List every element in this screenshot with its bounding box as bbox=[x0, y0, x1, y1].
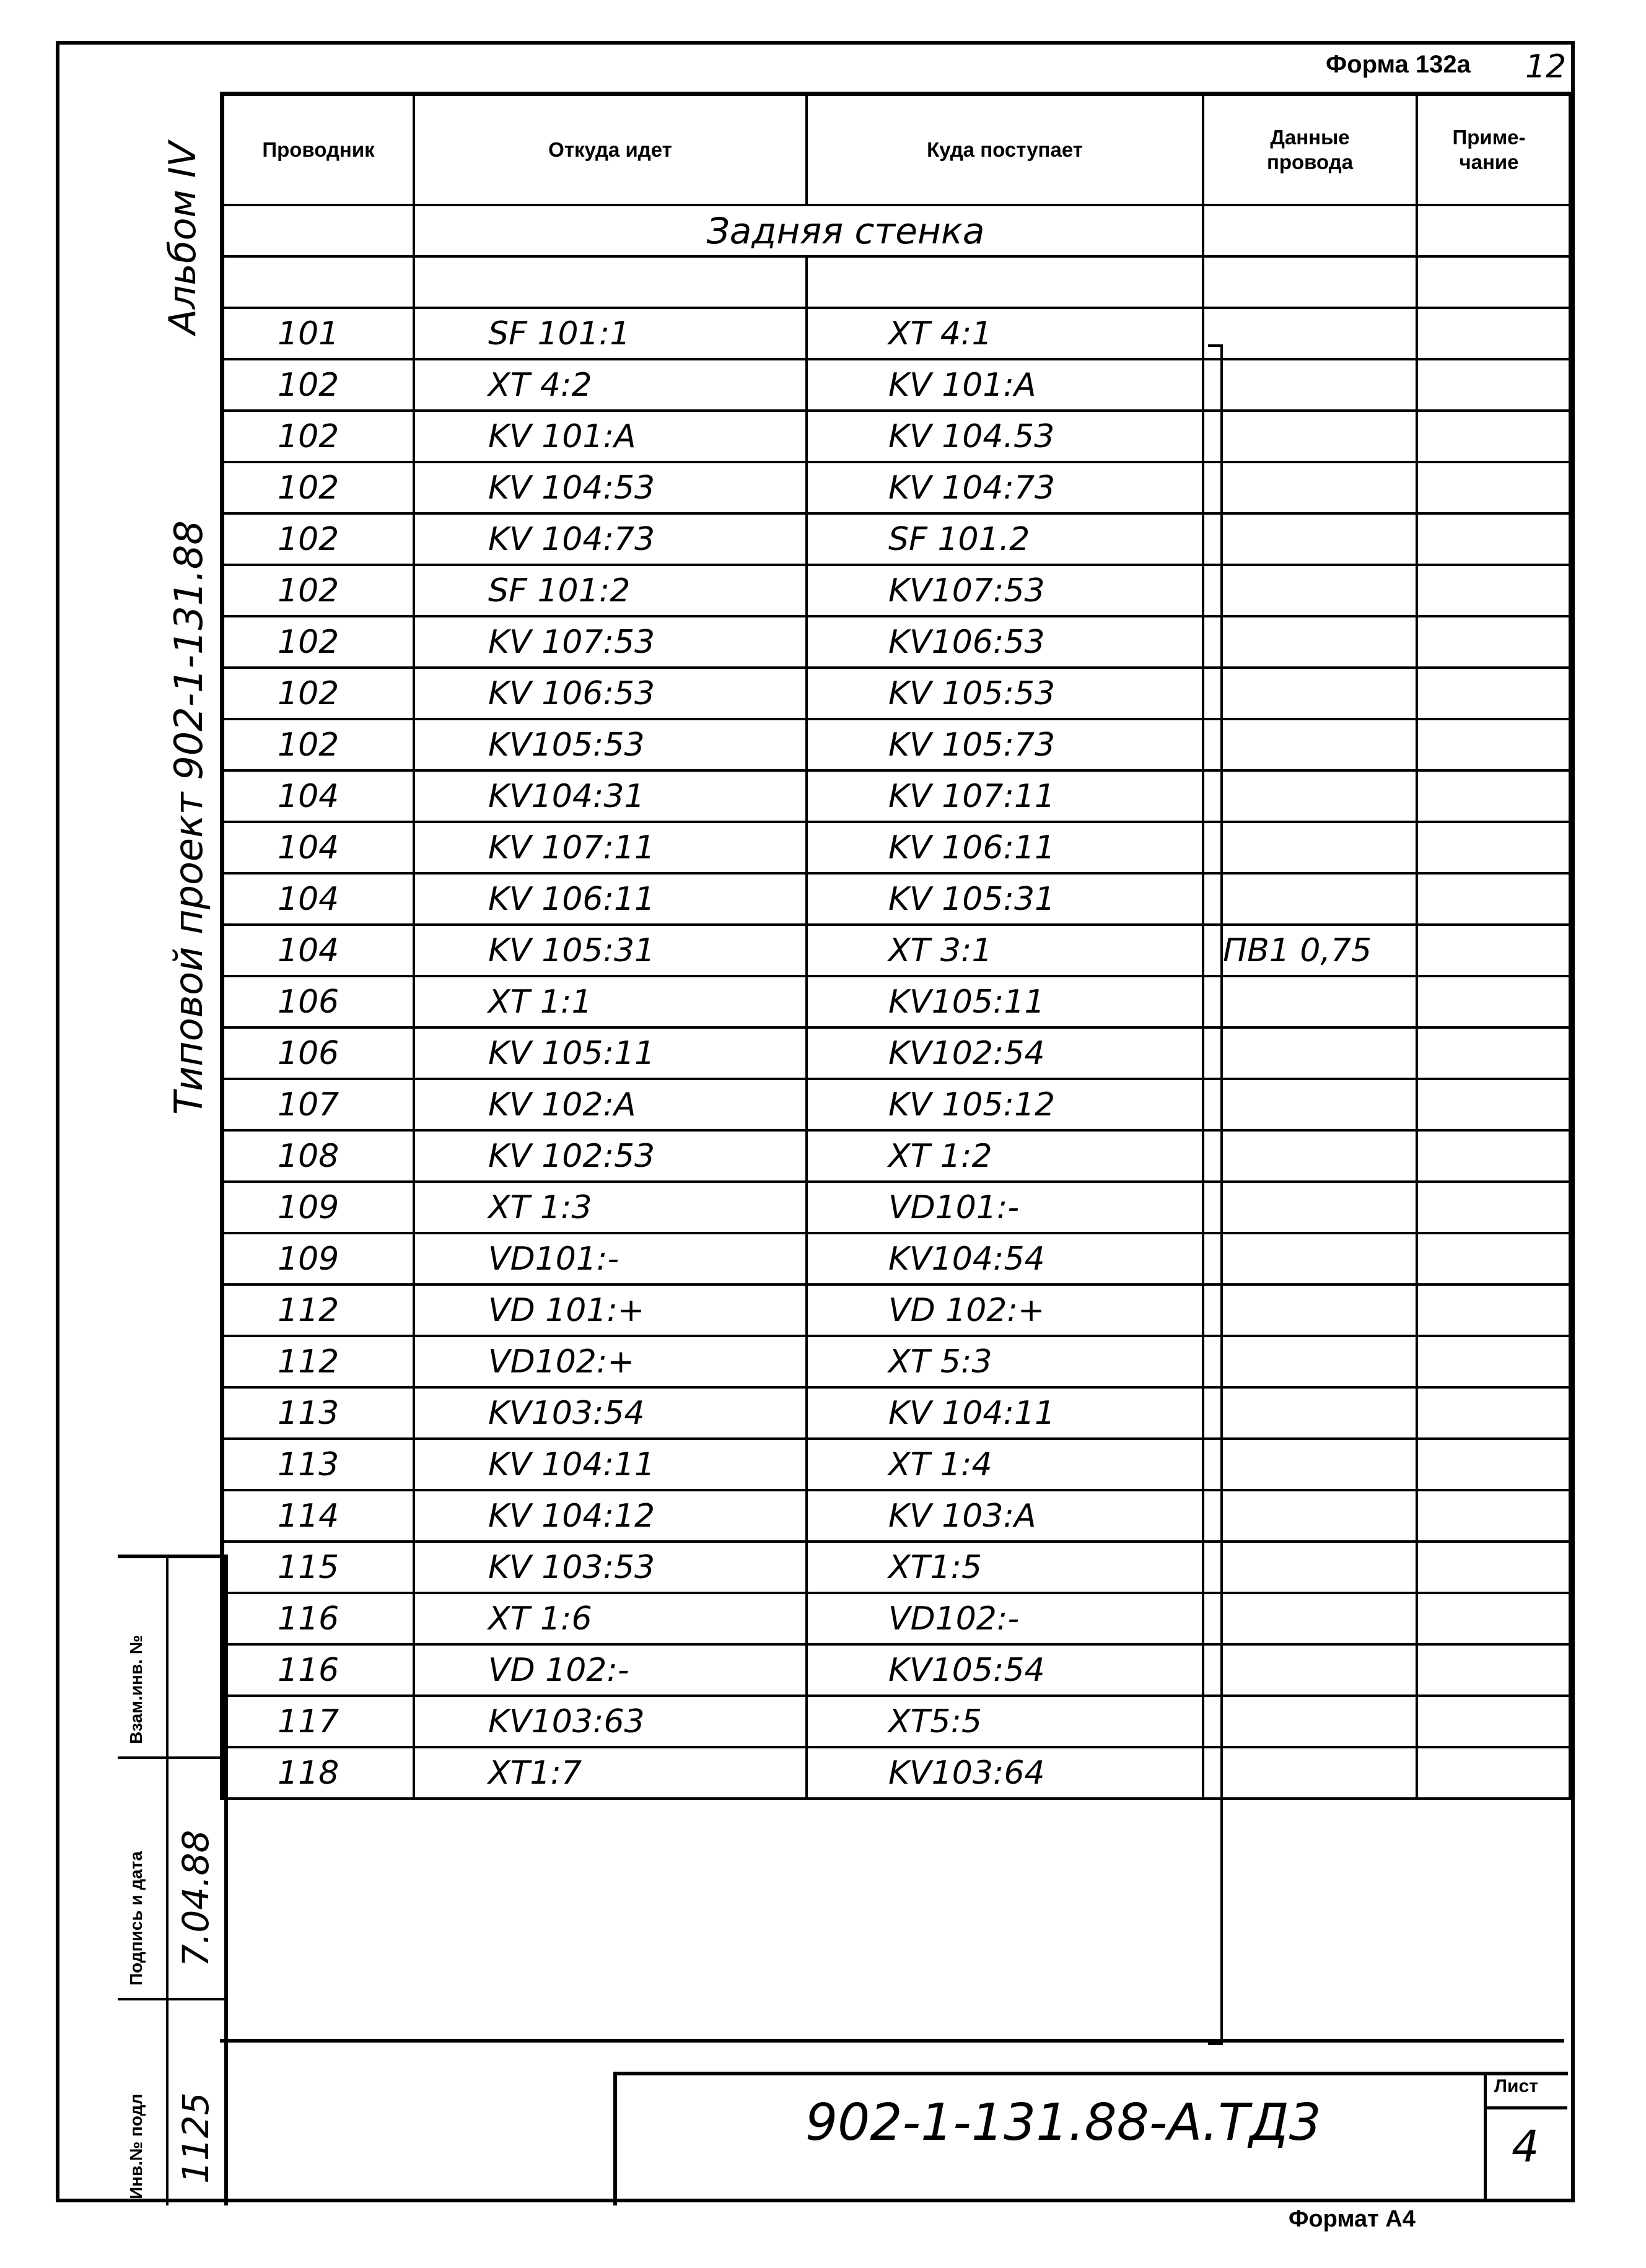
to-cell: SF 101.2 bbox=[808, 515, 1204, 564]
table-row bbox=[224, 1491, 1569, 1543]
form-label: Форма 132а bbox=[1326, 51, 1471, 78]
wire-data-cell bbox=[1204, 720, 1418, 769]
wire-cell: 102 bbox=[224, 360, 415, 409]
from-cell: VD101:- bbox=[415, 1234, 808, 1283]
wire-cell: 101 bbox=[224, 309, 415, 358]
signature-date: 7.04.88 bbox=[175, 1830, 217, 1967]
from-cell: KV 104:53 bbox=[415, 463, 808, 512]
to-cell: KV102:54 bbox=[808, 1029, 1204, 1078]
from-cell: XT 1:6 bbox=[415, 1594, 808, 1643]
empty-cell bbox=[415, 258, 808, 307]
table-row bbox=[224, 669, 1569, 720]
wire-data-cell bbox=[1204, 309, 1418, 358]
wire-cell: 106 bbox=[224, 977, 415, 1026]
table-row bbox=[224, 1080, 1569, 1132]
to-cell: KV 104:73 bbox=[808, 463, 1204, 512]
from-cell: KV 106:11 bbox=[415, 874, 808, 923]
to-cell: XT 3:1 bbox=[808, 926, 1204, 975]
album-label: Альбом IV bbox=[161, 141, 204, 334]
note-cell bbox=[1418, 926, 1560, 975]
wire-data-cell bbox=[1204, 1389, 1418, 1437]
to-cell: KV 105:12 bbox=[808, 1080, 1204, 1129]
section-row bbox=[224, 206, 1569, 258]
table-row bbox=[224, 1440, 1569, 1491]
wire-data-cell bbox=[1204, 1646, 1418, 1694]
table-row bbox=[224, 1286, 1569, 1337]
stamp-divider bbox=[166, 1558, 169, 2205]
table-row bbox=[224, 1337, 1569, 1389]
format-label: Формат А4 bbox=[1289, 2206, 1416, 2232]
wire-data-cell bbox=[1204, 1080, 1418, 1129]
note-cell bbox=[1418, 309, 1560, 358]
wire-cell: 113 bbox=[224, 1389, 415, 1437]
table-row bbox=[224, 1029, 1569, 1080]
to-cell: VD101:- bbox=[808, 1183, 1204, 1232]
from-cell: KV 104:12 bbox=[415, 1491, 808, 1540]
wire-cell: 109 bbox=[224, 1183, 415, 1232]
note-cell bbox=[1418, 1543, 1560, 1592]
from-cell: KV 105:11 bbox=[415, 1029, 808, 1078]
to-cell: KV106:53 bbox=[808, 617, 1204, 666]
to-cell: KV 103:A bbox=[808, 1491, 1204, 1540]
header-to: Куда поступает bbox=[808, 96, 1204, 204]
from-cell: KV 104:11 bbox=[415, 1440, 808, 1489]
to-cell: KV 104:11 bbox=[808, 1389, 1204, 1437]
stamp-label-signature: Подпись и дата bbox=[126, 1851, 146, 1986]
wire-data-cell bbox=[1204, 1286, 1418, 1335]
wire-data-cell bbox=[1204, 617, 1418, 666]
note-cell bbox=[1418, 1594, 1560, 1643]
wire-data-cell bbox=[1204, 772, 1418, 821]
from-cell: KV 106:53 bbox=[415, 669, 808, 718]
stamp-divider bbox=[118, 1998, 224, 2000]
wire-data-cell bbox=[1204, 1183, 1418, 1232]
empty-cell bbox=[224, 258, 415, 307]
wire-data-cell bbox=[1204, 1697, 1418, 1746]
inventory-number: 1125 bbox=[175, 2092, 217, 2184]
wire-data-cell bbox=[1204, 1594, 1418, 1643]
wire-cell: 102 bbox=[224, 720, 415, 769]
table-row bbox=[224, 463, 1569, 515]
to-cell: VD102:- bbox=[808, 1594, 1204, 1643]
to-cell: KV104:54 bbox=[808, 1234, 1204, 1283]
wire-data-cell: ПВ1 0,75 bbox=[1204, 926, 1418, 975]
to-cell: KV 106:11 bbox=[808, 823, 1204, 872]
from-cell: XT 1:1 bbox=[415, 977, 808, 1026]
wire-data-cell bbox=[1204, 1337, 1418, 1386]
wire-cell: 115 bbox=[224, 1543, 415, 1592]
table-row bbox=[224, 874, 1569, 926]
to-cell: KV 105:73 bbox=[808, 720, 1204, 769]
wire-cell: 113 bbox=[224, 1440, 415, 1489]
wire-cell: 109 bbox=[224, 1234, 415, 1283]
from-cell: XT 4:2 bbox=[415, 360, 808, 409]
note-cell bbox=[1418, 1029, 1560, 1078]
project-label: Типовой проект 902-1-131.88 bbox=[166, 520, 211, 1115]
section-wire-cell bbox=[224, 206, 415, 255]
empty-cell bbox=[808, 258, 1204, 307]
from-cell: KV105:53 bbox=[415, 720, 808, 769]
to-cell: XT 1:2 bbox=[808, 1132, 1204, 1180]
wire-data-cell bbox=[1204, 515, 1418, 564]
table-row bbox=[224, 1234, 1569, 1286]
note-cell bbox=[1418, 1286, 1560, 1335]
wire-cell: 102 bbox=[224, 617, 415, 666]
from-cell: KV 101:A bbox=[415, 412, 808, 461]
header-note: Приме- чание bbox=[1452, 126, 1526, 173]
to-cell: XT 1:4 bbox=[808, 1440, 1204, 1489]
note-cell bbox=[1418, 1440, 1560, 1489]
wire-cell: 104 bbox=[224, 874, 415, 923]
from-cell: KV 103:53 bbox=[415, 1543, 808, 1592]
wire-data-cell bbox=[1204, 874, 1418, 923]
to-cell: KV 107:11 bbox=[808, 772, 1204, 821]
to-cell: XT1:5 bbox=[808, 1543, 1204, 1592]
note-cell bbox=[1418, 566, 1560, 615]
to-cell: VD 102:+ bbox=[808, 1286, 1204, 1335]
wire-cell: 112 bbox=[224, 1337, 415, 1386]
to-cell: KV 105:53 bbox=[808, 669, 1204, 718]
section-data-cell bbox=[1204, 206, 1418, 255]
wire-cell: 104 bbox=[224, 772, 415, 821]
empty-cell bbox=[1204, 258, 1418, 307]
table-row bbox=[224, 1594, 1569, 1646]
from-cell: KV 104:73 bbox=[415, 515, 808, 564]
table-row bbox=[224, 772, 1569, 823]
wire-cell: 107 bbox=[224, 1080, 415, 1129]
from-cell: KV104:31 bbox=[415, 772, 808, 821]
from-cell: XT1:7 bbox=[415, 1748, 808, 1797]
table-row bbox=[224, 1132, 1569, 1183]
table-row bbox=[224, 1543, 1569, 1594]
wire-cell: 102 bbox=[224, 515, 415, 564]
note-cell bbox=[1418, 772, 1560, 821]
wire-cell: 104 bbox=[224, 926, 415, 975]
note-cell bbox=[1418, 1132, 1560, 1180]
note-cell bbox=[1418, 463, 1560, 512]
approval-stamp bbox=[118, 1555, 228, 2205]
wire-table bbox=[220, 92, 1573, 1800]
note-cell bbox=[1418, 1646, 1560, 1694]
wire-data-cell bbox=[1204, 1543, 1418, 1592]
wire-cell: 116 bbox=[224, 1646, 415, 1694]
wire-cell: 102 bbox=[224, 463, 415, 512]
stamp-label-inventory: Инв.№ подл bbox=[126, 2093, 146, 2199]
wire-data-cell bbox=[1204, 1491, 1418, 1540]
table-row bbox=[224, 309, 1569, 360]
to-cell: XT5:5 bbox=[808, 1697, 1204, 1746]
from-cell: KV103:54 bbox=[415, 1389, 808, 1437]
wire-cell: 106 bbox=[224, 1029, 415, 1078]
sheet-number: 4 bbox=[1512, 2121, 1539, 2172]
wire-data-cell bbox=[1204, 1234, 1418, 1283]
table-row bbox=[224, 412, 1569, 463]
wire-cell: 116 bbox=[224, 1594, 415, 1643]
page-corner-number: 12 bbox=[1525, 48, 1567, 85]
wire-cell: 114 bbox=[224, 1491, 415, 1540]
wire-cell: 104 bbox=[224, 823, 415, 872]
from-cell: VD 102:- bbox=[415, 1646, 808, 1694]
from-cell: KV 105:31 bbox=[415, 926, 808, 975]
table-row bbox=[224, 515, 1569, 566]
note-cell bbox=[1418, 720, 1560, 769]
to-cell: KV 101:A bbox=[808, 360, 1204, 409]
note-cell bbox=[1418, 1234, 1560, 1283]
table-row bbox=[224, 1697, 1569, 1748]
from-cell: VD 101:+ bbox=[415, 1286, 808, 1335]
note-cell bbox=[1418, 874, 1560, 923]
note-cell bbox=[1418, 1080, 1560, 1129]
table-row bbox=[224, 360, 1569, 412]
wire-data-cell bbox=[1204, 412, 1418, 461]
header-wire-data: Данные провода bbox=[1204, 96, 1418, 204]
table-row bbox=[224, 977, 1569, 1029]
wire-cell: 117 bbox=[224, 1697, 415, 1746]
stamp-label-replacement: Взам.инв. № bbox=[126, 1635, 146, 1744]
wire-cell: 102 bbox=[224, 669, 415, 718]
wire-data-cell bbox=[1204, 463, 1418, 512]
wire-data-cell bbox=[1204, 1029, 1418, 1078]
wire-data-cell bbox=[1204, 977, 1418, 1026]
to-cell: XT 5:3 bbox=[808, 1337, 1204, 1386]
header-from: Откуда идет bbox=[415, 96, 808, 204]
note-cell bbox=[1418, 1491, 1560, 1540]
from-cell: KV 107:11 bbox=[415, 823, 808, 872]
wire-cell: 102 bbox=[224, 412, 415, 461]
empty-row bbox=[224, 258, 1569, 309]
table-row bbox=[224, 926, 1569, 977]
table-row bbox=[224, 566, 1569, 617]
table-row bbox=[224, 823, 1569, 874]
wire-cell: 102 bbox=[224, 566, 415, 615]
table-row bbox=[224, 720, 1569, 772]
note-cell bbox=[1418, 360, 1560, 409]
wire-data-cell bbox=[1204, 669, 1418, 718]
from-cell: XT 1:3 bbox=[415, 1183, 808, 1232]
from-cell: KV 107:53 bbox=[415, 617, 808, 666]
table-row bbox=[224, 1646, 1569, 1697]
note-cell bbox=[1418, 1389, 1560, 1437]
table-row bbox=[224, 1389, 1569, 1440]
section-title: Задняя стенка bbox=[415, 206, 1204, 255]
note-cell bbox=[1418, 1697, 1560, 1746]
note-cell bbox=[1418, 412, 1560, 461]
from-cell: KV 102:A bbox=[415, 1080, 808, 1129]
header-wire: Проводник bbox=[224, 96, 415, 204]
wire-data-cell bbox=[1204, 1132, 1418, 1180]
note-cell bbox=[1418, 977, 1560, 1026]
from-cell: SF 101:1 bbox=[415, 309, 808, 358]
sheet-label: Лист bbox=[1494, 2076, 1538, 2096]
from-cell: VD102:+ bbox=[415, 1337, 808, 1386]
empty-cell bbox=[1418, 258, 1560, 307]
wire-data-cell bbox=[1204, 360, 1418, 409]
to-cell: KV 105:31 bbox=[808, 874, 1204, 923]
wire-data-cell bbox=[1204, 1748, 1418, 1797]
to-cell: XT 4:1 bbox=[808, 309, 1204, 358]
table-row bbox=[224, 1748, 1569, 1800]
to-cell: KV 104.53 bbox=[808, 412, 1204, 461]
wire-cell: 108 bbox=[224, 1132, 415, 1180]
to-cell: KV105:11 bbox=[808, 977, 1204, 1026]
wire-cell: 112 bbox=[224, 1286, 415, 1335]
wire-data-cell bbox=[1204, 1440, 1418, 1489]
stamp-divider bbox=[118, 1756, 224, 1759]
cable-bracket bbox=[1208, 344, 1223, 2045]
table-row bbox=[224, 617, 1569, 669]
from-cell: KV 102:53 bbox=[415, 1132, 808, 1180]
wire-data-cell bbox=[1204, 566, 1418, 615]
note-cell bbox=[1418, 823, 1560, 872]
to-cell: KV105:54 bbox=[808, 1646, 1204, 1694]
from-cell: KV103:63 bbox=[415, 1697, 808, 1746]
table-row bbox=[224, 1183, 1569, 1234]
note-cell bbox=[1418, 669, 1560, 718]
note-cell bbox=[1418, 1183, 1560, 1232]
note-cell bbox=[1418, 1337, 1560, 1386]
note-cell bbox=[1418, 1748, 1560, 1797]
section-note-cell bbox=[1418, 206, 1560, 255]
table-header-row bbox=[224, 96, 1569, 206]
document-code: 902-1-131.88-А.ТД3 bbox=[805, 2093, 1321, 2152]
wire-cell: 118 bbox=[224, 1748, 415, 1797]
to-cell: KV107:53 bbox=[808, 566, 1204, 615]
wire-data-cell bbox=[1204, 823, 1418, 872]
note-cell bbox=[1418, 617, 1560, 666]
note-cell bbox=[1418, 515, 1560, 564]
sheet-divider bbox=[1487, 2106, 1567, 2109]
data-rows bbox=[224, 309, 1569, 1800]
to-cell: KV103:64 bbox=[808, 1748, 1204, 1797]
from-cell: SF 101:2 bbox=[415, 566, 808, 615]
